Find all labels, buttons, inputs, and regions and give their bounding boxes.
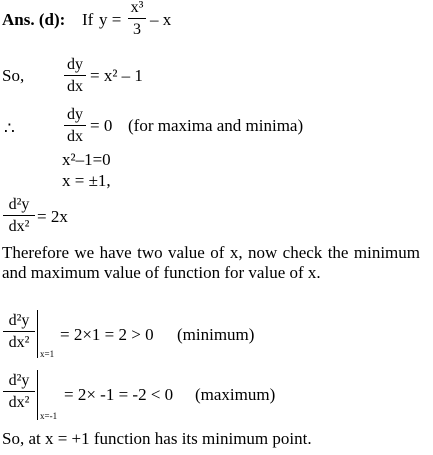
second-derivative-result: = 2x [37, 207, 68, 226]
minimum-note: (minimum) [177, 325, 255, 344]
x-values: x = ±1, [62, 171, 111, 190]
fraction-bar [3, 331, 35, 332]
fraction-denominator: 3 [133, 21, 141, 38]
fraction-numerator: dy [67, 106, 83, 123]
evaluation-subscript: x=-1 [40, 411, 58, 421]
fraction-bar [64, 125, 86, 126]
evaluation-bar [37, 370, 38, 420]
fraction-denominator: dx² [8, 334, 30, 351]
fraction-dy-dx [64, 57, 86, 95]
so-label: So, [2, 66, 25, 85]
fraction-dy-dx [64, 107, 86, 145]
fraction-numerator: x³ [130, 0, 144, 16]
y-equals: y = [99, 10, 122, 29]
answer-label: Ans. (d): [2, 10, 66, 29]
fraction-numerator: d²y [8, 196, 30, 213]
evaluation-bar [37, 310, 38, 358]
fraction-bar [128, 18, 146, 19]
maximum-note: (maximum) [195, 385, 276, 404]
evaluation-result: = 2×1 = 2 > 0 [60, 325, 154, 344]
fraction-bar [64, 75, 86, 76]
fraction-bar [3, 215, 35, 216]
minus-x: – x [150, 10, 172, 29]
quadratic-equation: x²–1=0 [62, 150, 111, 169]
fraction-second-derivative [3, 373, 35, 411]
fraction-numerator: dy [67, 56, 83, 73]
fraction-second-derivative [3, 313, 35, 351]
fraction-denominator: dx² [8, 394, 30, 411]
fraction-second-derivative [3, 197, 35, 235]
explanation-paragraph: Therefore we have two value of x, now check the minimum and maximum value of function for value of x. [2, 243, 420, 282]
evaluation-subscript: x=1 [40, 349, 55, 359]
fraction-x3-over-3 [128, 0, 146, 38]
evaluation-result: = 2× -1 = -2 < 0 [64, 385, 174, 404]
fraction-denominator: dx [67, 128, 83, 145]
maxima-minima-note: (for maxima and minima) [128, 116, 304, 135]
conclusion-text: So, at x = +1 function has its minimum point. [2, 429, 312, 448]
fraction-denominator: dx [67, 78, 83, 95]
derivative-equation: = x² – 1 [90, 66, 143, 85]
fraction-numerator: d²y [8, 372, 30, 389]
fraction-denominator: dx² [8, 218, 30, 235]
fraction-bar [3, 391, 35, 392]
therefore-symbol: ∴ [4, 119, 15, 138]
if-text: If [82, 10, 94, 29]
fraction-numerator: d²y [8, 312, 30, 329]
equals-zero: = 0 [90, 116, 113, 135]
